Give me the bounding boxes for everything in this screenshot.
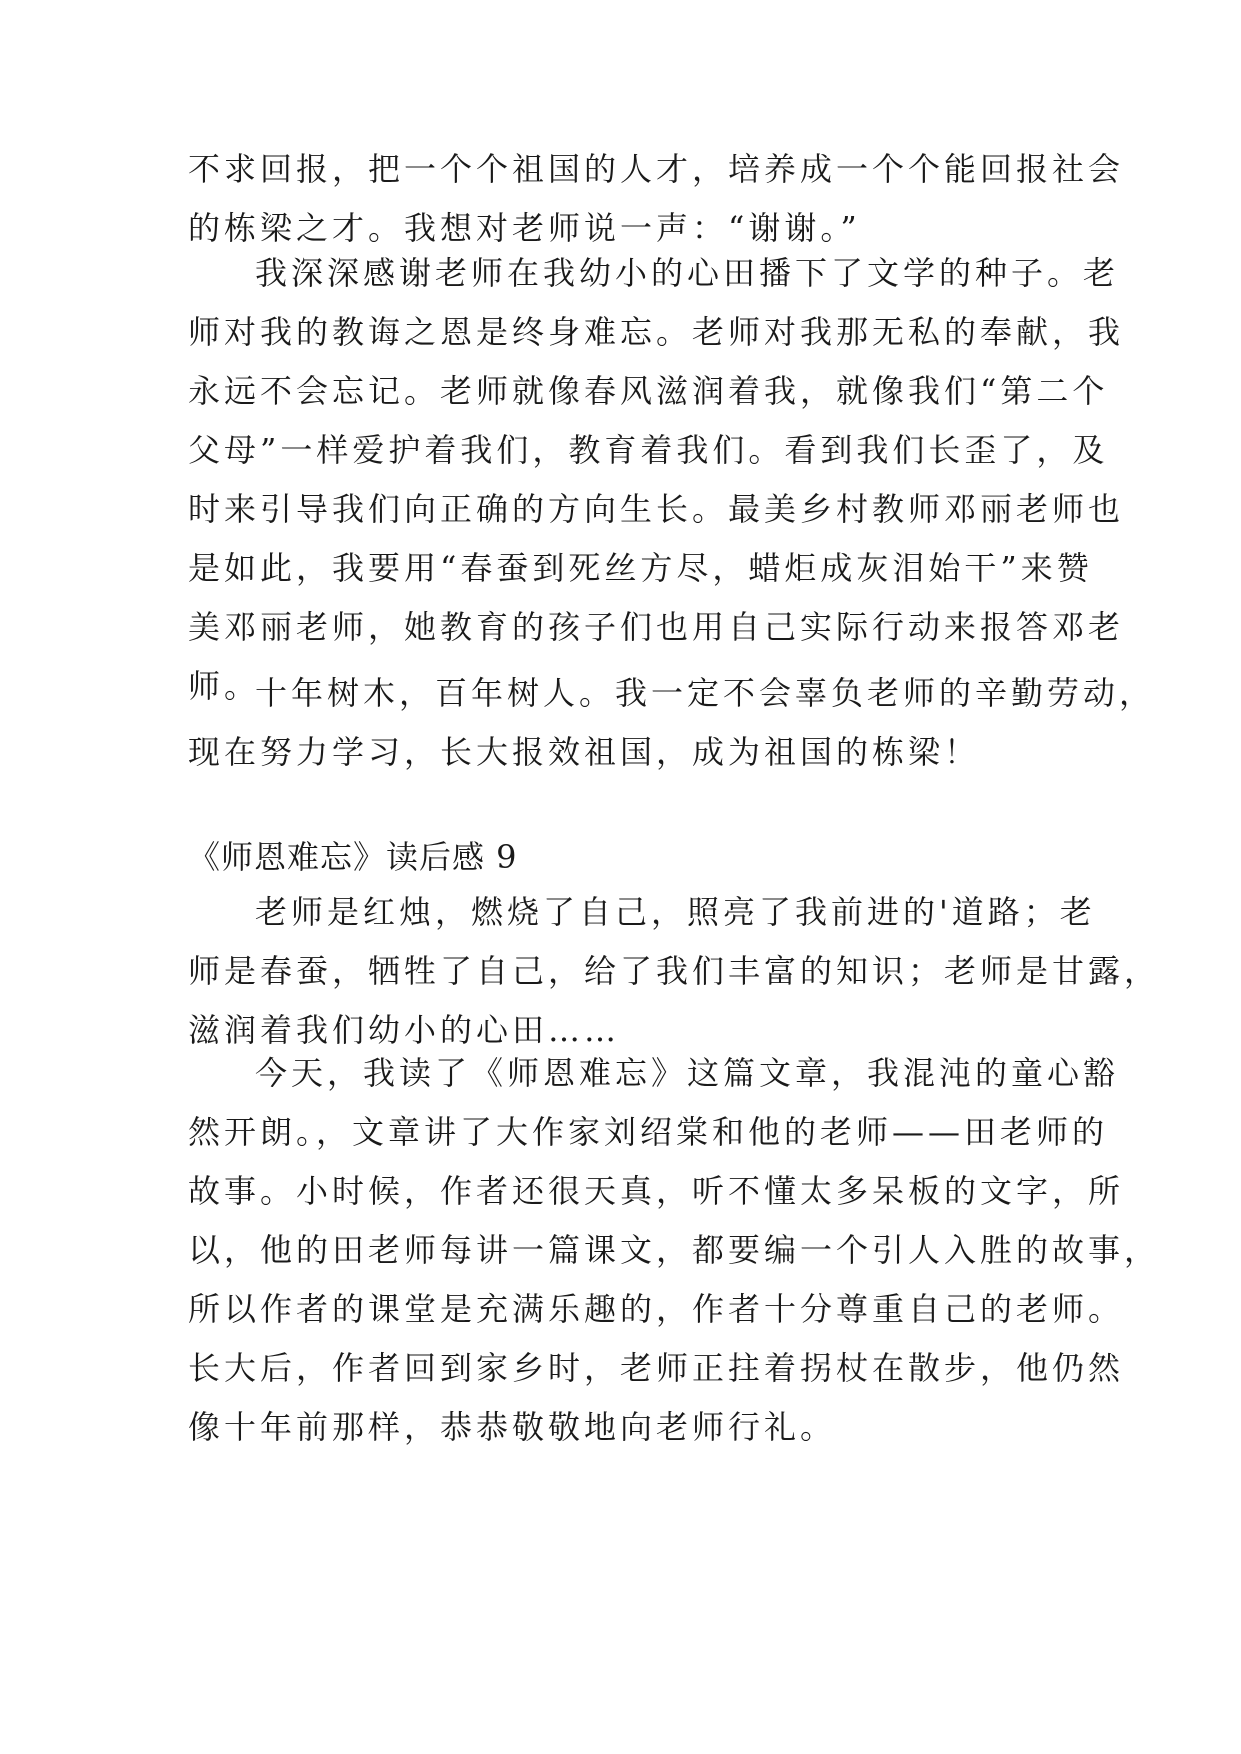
section-title: 《师恩难忘》读后感 9 [188,838,518,876]
paragraph-reading [188,1044,1161,1457]
text-line: 师是春蚕，牺牲了自己，给了我们丰富的知识；老师是甘露， [188,952,1161,990]
paragraph-continuation [188,140,1125,258]
text-line: 以，他的田老师每讲一篇课文，都要编一个引人入胜的故事， [188,1231,1161,1269]
text-line: 是如此，我要用“春蚕到死丝方尽，蜡炬成灰泪始干”来赞 [188,549,1093,587]
text-line: 父母”一样爱护着我们，教育着我们。看到我们长歪了，及 [188,431,1109,469]
section-heading [188,828,1068,887]
text-line: 永远不会忘记。老师就像春风滋润着我，就像我们“第二个 [188,372,1109,410]
text-line: 故事。小时候，作者还很天真，听不懂太多呆板的文字，所 [188,1172,1125,1210]
text-line: 滋润着我们幼小的心田…… [188,1011,621,1049]
text-line: 长大后，作者回到家乡时，老师正拄着拐杖在散步，他仍然 [188,1349,1125,1387]
text-line: 我深深感谢老师在我幼小的心田播下了文学的种子。老 [255,254,1120,292]
text-line: 师。 [188,667,261,705]
text-line: 时来引导我们向正确的方向生长。最美乡村教师邓丽老师也 [188,490,1125,528]
paragraph-ten-years [188,664,1156,782]
text-line: 不求回报，把一个个祖国的人才，培养成一个个能回报社会 [188,150,1125,188]
text-line: 然开朗。，文章讲了大作家刘绍棠和他的老师——田老师的 [188,1113,1109,1151]
paragraph-gratitude [188,244,1125,716]
text-line: 今天，我读了《师恩难忘》这篇文章，我混沌的童心豁 [255,1054,1120,1092]
text-line: 师对我的教诲之恩是终身难忘。老师对我那无私的奉献，我 [188,313,1125,351]
text-line: 老师是红烛，燃烧了自己，照亮了我前进的'道路；老 [255,893,1096,931]
text-line: 十年树木，百年树人。我一定不会辜负老师的辛勤劳动， [255,674,1156,712]
text-line: 的栋梁之才。我想对老师说一声：“谢谢。” [188,209,861,247]
text-line: 美邓丽老师，她教育的孩子们也用自己实际行动来报答邓老 [188,608,1125,646]
text-line: 现在努力学习，长大报效祖国，成为祖国的栋梁！ [188,733,981,771]
text-line: 像十年前那样，恭恭敬敬地向老师行礼。 [188,1408,837,1446]
text-line: 所以作者的课堂是充满乐趣的，作者十分尊重自己的老师。 [188,1290,1125,1328]
paragraph-teacher-metaphor [188,883,1161,1060]
